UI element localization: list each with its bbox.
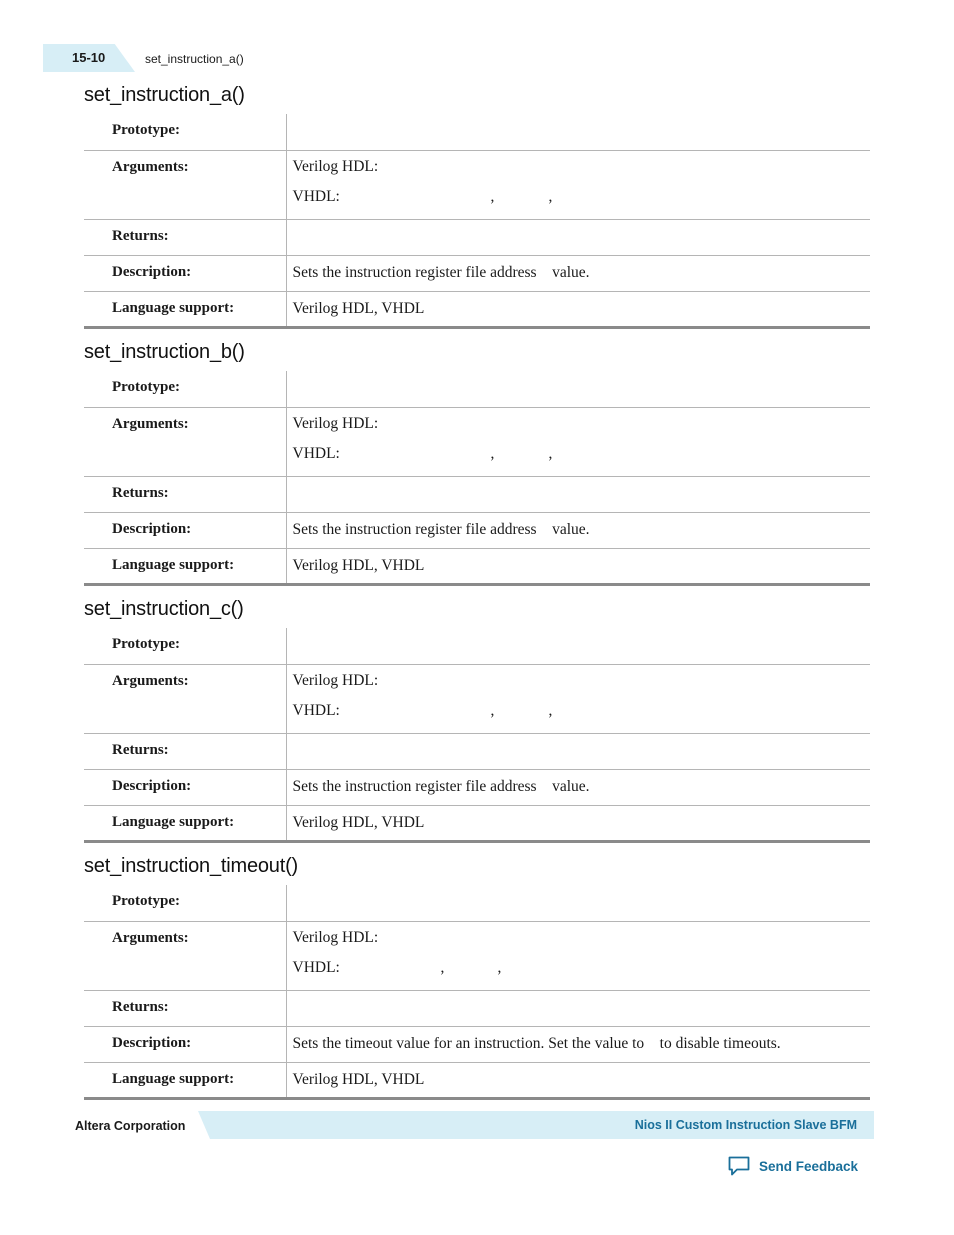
value-description: Sets the timeout value for an instruction. Set the value to to disable timeouts. <box>286 1026 870 1062</box>
function-section-set-instruction-b <box>84 337 870 586</box>
footer-document-title: Nios II Custom Instruction Slave BFM <box>634 1118 857 1132</box>
label-returns: Returns: <box>112 741 169 758</box>
vhdl-separator: , <box>548 701 553 719</box>
arguments-vhdl: VHDL: <box>292 701 340 719</box>
row-returns <box>84 733 870 769</box>
section-title: set_instruction_c() <box>84 598 244 620</box>
label-description: Description: <box>112 520 192 537</box>
send-feedback-link[interactable] <box>727 1153 858 1179</box>
value-prototype <box>286 885 870 921</box>
arguments-verilog: Verilog HDL: <box>292 928 379 946</box>
label-language-support: Language support: <box>112 299 235 316</box>
label-description: Description: <box>112 263 192 280</box>
value-arguments <box>286 407 870 476</box>
function-table <box>84 371 870 586</box>
function-section-set-instruction-timeout <box>84 851 870 1100</box>
value-language-support: Verilog HDL, VHDL <box>286 291 870 327</box>
row-arguments <box>84 150 870 219</box>
arguments-verilog: Verilog HDL: <box>292 414 379 432</box>
function-table <box>84 628 870 843</box>
arguments-verilog: Verilog HDL: <box>292 671 379 689</box>
row-language-support <box>84 805 870 841</box>
arguments-vhdl: VHDL: <box>292 187 340 205</box>
arguments-vhdl: VHDL: <box>292 958 340 976</box>
label-arguments: Arguments: <box>112 415 189 432</box>
send-feedback-label[interactable]: Send Feedback <box>759 1158 859 1174</box>
label-returns: Returns: <box>112 227 169 244</box>
row-returns <box>84 476 870 512</box>
value-language-support: Verilog HDL, VHDL <box>286 805 870 841</box>
row-returns <box>84 990 870 1026</box>
value-returns <box>286 733 870 769</box>
value-description: Sets the instruction register file address value. <box>286 769 870 805</box>
arguments-vhdl-line <box>293 189 871 219</box>
function-section-set-instruction-c <box>84 594 870 843</box>
vhdl-separator: , <box>490 444 495 462</box>
vhdl-separator: , <box>548 187 553 205</box>
value-prototype <box>286 628 870 664</box>
label-prototype: Prototype: <box>112 379 181 395</box>
value-language-support: Verilog HDL, VHDL <box>286 1062 870 1098</box>
value-prototype <box>286 114 870 150</box>
label-description: Description: <box>112 777 192 794</box>
section-title: set_instruction_timeout() <box>84 855 298 877</box>
label-language-support: Language support: <box>112 556 235 573</box>
row-language-support <box>84 548 870 584</box>
value-arguments <box>286 150 870 219</box>
arguments-vhdl-line <box>293 446 871 476</box>
row-prototype <box>84 371 870 407</box>
value-arguments <box>286 664 870 733</box>
row-description <box>84 255 870 291</box>
row-prototype <box>84 114 870 150</box>
label-arguments: Arguments: <box>112 929 189 946</box>
row-description <box>84 769 870 805</box>
label-language-support: Language support: <box>112 813 235 830</box>
value-description: Sets the instruction register file address value. <box>286 255 870 291</box>
row-language-support <box>84 291 870 327</box>
label-language-support: Language support: <box>112 1070 235 1087</box>
value-returns <box>286 990 870 1026</box>
value-description: Sets the instruction register file address value. <box>286 512 870 548</box>
arguments-vhdl-line <box>293 703 871 733</box>
label-prototype: Prototype: <box>112 122 181 138</box>
label-arguments: Arguments: <box>112 672 189 689</box>
row-prototype <box>84 885 870 921</box>
value-arguments <box>286 921 870 990</box>
running-title: set_instruction_a() <box>145 52 244 66</box>
arguments-vhdl-line <box>293 960 871 990</box>
row-returns <box>84 219 870 255</box>
row-description <box>84 512 870 548</box>
function-table <box>84 114 870 329</box>
section-title: set_instruction_a() <box>84 84 245 106</box>
arguments-vhdl: VHDL: <box>292 444 340 462</box>
vhdl-separator: , <box>490 187 495 205</box>
function-table <box>84 885 870 1100</box>
value-prototype <box>286 371 870 407</box>
label-returns: Returns: <box>112 484 169 501</box>
row-arguments <box>84 921 870 990</box>
row-arguments <box>84 407 870 476</box>
vhdl-separator: , <box>440 958 445 976</box>
value-returns <box>286 219 870 255</box>
arguments-verilog: Verilog HDL: <box>292 157 379 175</box>
label-prototype: Prototype: <box>112 636 181 652</box>
vhdl-separator: , <box>548 444 553 462</box>
label-arguments: Arguments: <box>112 158 189 175</box>
section-title: set_instruction_b() <box>84 341 245 363</box>
vhdl-separator: , <box>490 701 495 719</box>
page-number: 15-10 <box>72 50 106 65</box>
label-description: Description: <box>112 1034 192 1051</box>
row-arguments <box>84 664 870 733</box>
speech-bubble-icon <box>727 1155 751 1177</box>
vhdl-separator: , <box>497 958 502 976</box>
footer-company: Altera Corporation <box>75 1119 186 1133</box>
value-returns <box>286 476 870 512</box>
label-returns: Returns: <box>112 998 169 1015</box>
value-language-support: Verilog HDL, VHDL <box>286 548 870 584</box>
function-section-set-instruction-a <box>84 80 870 329</box>
row-language-support <box>84 1062 870 1098</box>
label-prototype: Prototype: <box>112 893 181 909</box>
row-description <box>84 1026 870 1062</box>
row-prototype <box>84 628 870 664</box>
